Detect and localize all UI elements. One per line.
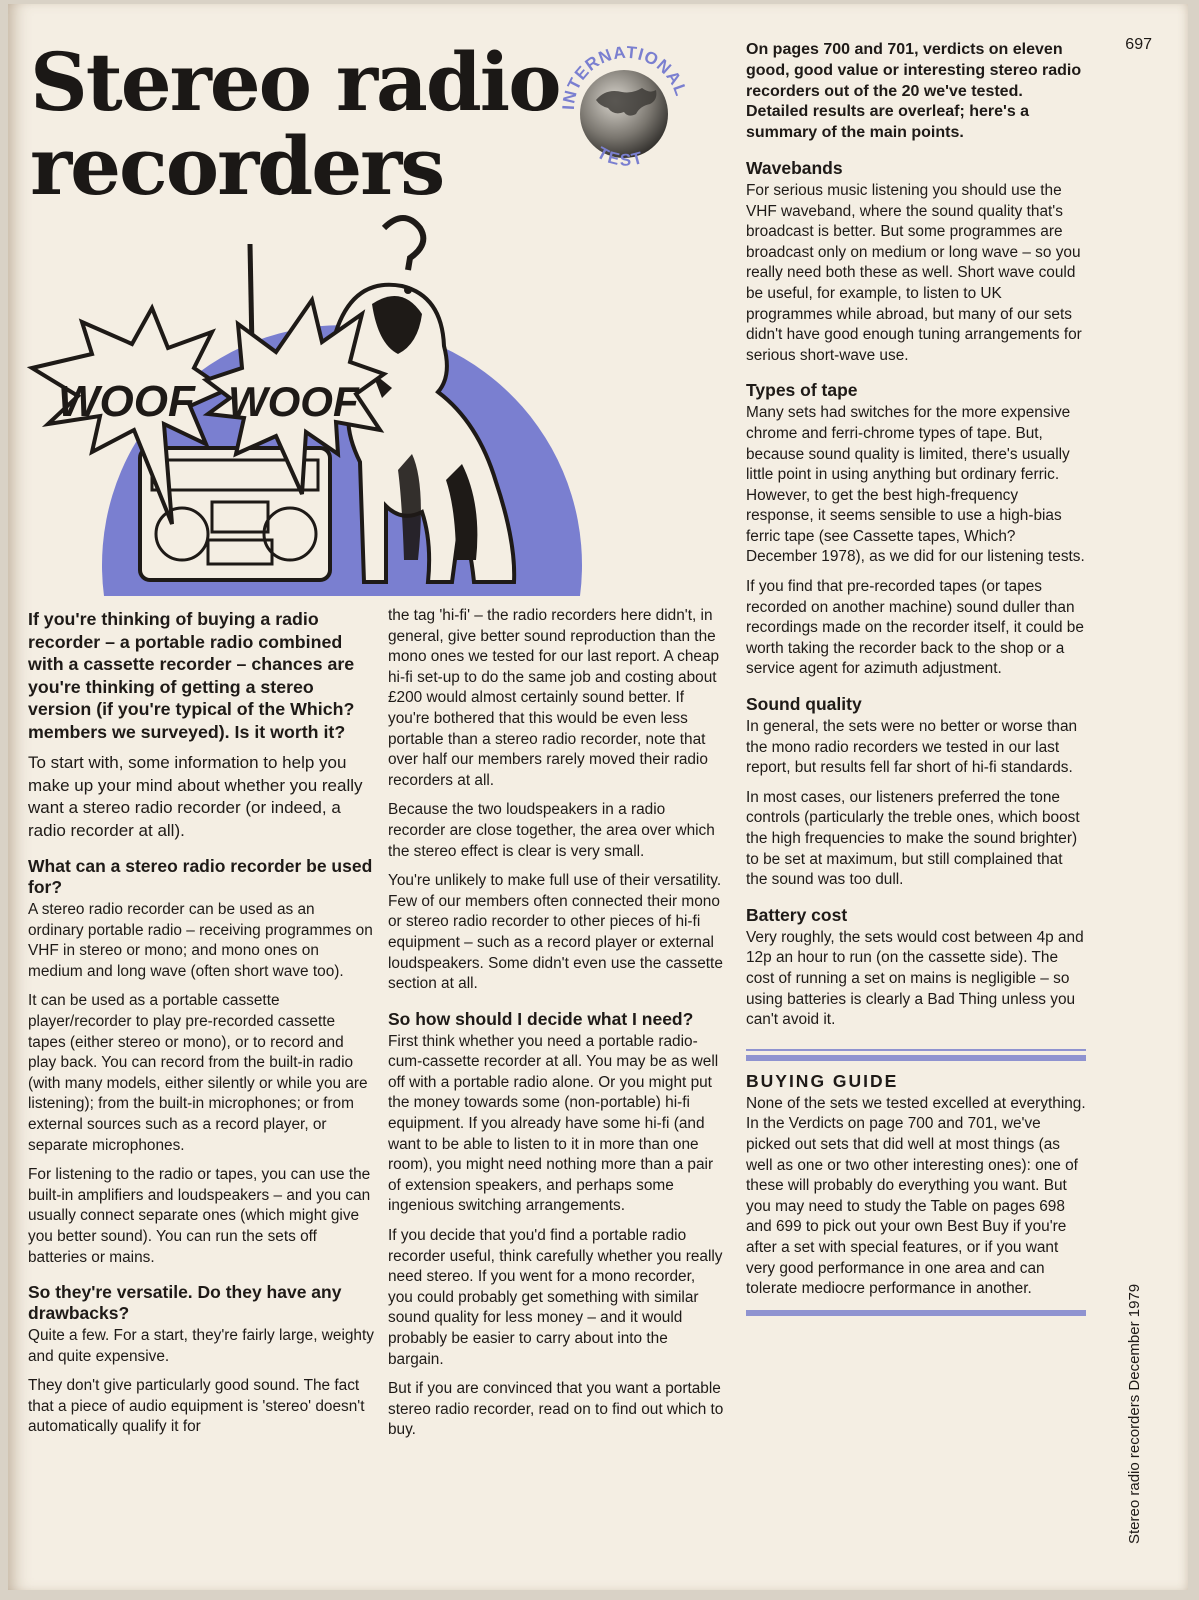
heading-tape-types: Types of tape: [746, 380, 858, 401]
divider: [746, 1049, 1086, 1061]
page-title: [30, 35, 590, 213]
paragraph: In general, the sets were no better or worse than the mono radio recorders we tested in our last report, but results fell far short of hi-fi standards.: [746, 718, 1078, 777]
paragraph: In most cases, our listeners preferred the tone controls (particularly the treble ones, which boost the high frequencies to make the sound brighter) to be set at maximum, but still complained that the sound was too dull.: [746, 788, 1080, 889]
heading-drawbacks: So they're versatile. Do they have any drawbacks?: [28, 1282, 342, 1324]
paragraph: You're unlikely to make full use of their versatility. Few of our members often connected their mono or stereo radio recorder to other pieces of hi-fi equipment – such as a record player or external loudspeakers. Some didn't even use the cassette section at all.: [388, 872, 723, 993]
buying-guide-heading: BUYING GUIDE: [746, 1070, 899, 1091]
buying-guide-text: None of the sets we tested excelled at everything. In the Verdicts on page 700 and 701, we've picked out sets that did well at most things (as well as one or two other interesting ones): one of these will probably do everything you want. But you may need to study the Table on pages 698 and 699 to pick out your own Best Buy if you're after a set with special features, or if you want very good performance in one area and can tolerate mediocre performance in another.: [746, 1094, 1086, 1298]
dog-radio-illustration: [22, 204, 622, 604]
title-line-1: Stereo radio: [30, 35, 560, 129]
heading-battery-cost: Battery cost: [746, 904, 848, 925]
logo-top-text: INTERNATIONAL: [558, 42, 691, 111]
paragraph: It can be used as a portable cassette player/recorder to play pre-recorded cassette tapes (either stereo or mono), or to record and play back. You can record from the built-in radio (with many models, either silently or while you are listening); from the built-in microphones; or from external sources such as a record player, or separate microphones.: [28, 992, 368, 1154]
paragraph: If you find that pre-recorded tapes (or tapes recorded on another machine) sound duller than recordings made on the recorder itself, it could be worth taking the recorder back to the shop or a service agent for azimuth adjustment.: [746, 578, 1084, 678]
paragraph: Because the two loudspeakers in a radio recorder are close together, the area over which the stereo effect is clear is very small.: [388, 801, 715, 860]
woof-text-right: WOOF: [228, 378, 359, 425]
side-caption: Stereo radio recorders December 1979: [1126, 1283, 1143, 1544]
buying-guide-box: [746, 1049, 1086, 1316]
paragraph: Quite a few. For a start, they're fairly large, weighty and quite expensive.: [28, 1327, 374, 1365]
paragraph: For listening to the radio or tapes, you can use the built-in amplifiers and loudspeakers – and you can usually connect separate ones (which might give you better sound). You can run the sets off batteries or mains.: [28, 1166, 371, 1266]
woof-text-left: WOOF: [58, 377, 195, 426]
paragraph: the tag 'hi-fi' – the radio recorders here didn't, in general, give better sound reproduction than the mono ones we tested for our last report. A cheap hi-fi set-up to do the same job and costing about £200 would almost certainly sound better. If you're bothered that this would be even less portable than a stereo radio recorder, note that over half our members rarely moved their radio recorders at all.: [388, 607, 720, 789]
heading-wavebands: Wavebands: [746, 157, 843, 178]
paragraph: They don't give particularly good sound. The fact that a piece of audio equipment is 'stereo' doesn't automatically qualify it for: [28, 1377, 365, 1436]
question-mark: ?: [377, 254, 378, 255]
title-line-2: recorders: [30, 119, 444, 213]
international-test-logo: [556, 38, 696, 178]
heading-uses: What can a stereo radio recorder be used for?: [28, 856, 373, 897]
column-1: [28, 608, 374, 1447]
column-2: [388, 606, 724, 1450]
intro-paragraph: To start with, some information to help you make up your mind about whether you really want a stereo radio recorder (or indeed, a radio recorder at all).: [28, 753, 363, 840]
globe-icon: [580, 70, 668, 158]
heading-sound-quality: Sound quality: [746, 694, 862, 715]
paragraph: A stereo radio recorder can be used as an ordinary portable radio – receiving programmes on VHF in stereo or mono; and mono ones on medium and long wave (often short wave too).: [28, 901, 373, 980]
heading-decide: So how should I decide what I need?: [388, 1008, 694, 1029]
summary-intro: On pages 700 and 701, verdicts on eleven good, good value or interesting stereo radio recorders out of the 20 we've tested. Detailed results are overleaf; here's a summary of the main points.: [746, 41, 1082, 142]
paragraph: For serious music listening you should use the VHF waveband, where the sound quality that's broadcast is better. But some programmes are broadcast only on medium or long wave – so you really need both these as well. Short wave could be useful, for example, to listen to UK programmes while abroad, but many of our sets didn't have good enough tuning arrangements for serious short-wave use.: [746, 181, 1082, 364]
divider: [746, 1310, 1086, 1316]
logo-bottom-text: TEST: [593, 143, 647, 170]
paragraph: Very roughly, the sets would cost between 4p and 12p an hour to run (on the cassette side). The cost of running a set on mains is negligible – so using batteries is clearly a Bad Thing unless you can't avoid it.: [746, 928, 1084, 1029]
lead-paragraph: If you're thinking of buying a radio recorder – a portable radio combined with a cassette recorder – chances are you're thinking of getting a stereo version (if you're typical of the Which? members we surveyed). Is it worth it?: [28, 609, 355, 742]
paragraph: First think whether you need a portable radio-cum-cassette recorder at all. You may be as well off with a portable radio alone. Or you might put the money towards some (non-portable) hi-fi equipment. If you already have some hi-fi (and want to be able to listen to it in more than one room), you might need nothing more than a pair of extension speakers, and perhaps some ingenious switching arrangements.: [388, 1032, 719, 1215]
paragraph: But if you are convinced that you want a portable stereo radio recorder, read on to find out which to buy.: [388, 1380, 724, 1439]
page-number: 697: [1125, 36, 1152, 53]
paragraph: Many sets had switches for the more expensive chrome and ferri-chrome types of tape. But, because sound quality is limited, there's usually little point in using anything but ordinary ferric. However, to get the best high-frequency response, it seems sensible to use a high-bias ferric tape (see Cassette tapes, Which? December 1978), as we did for our listening tests.: [746, 404, 1085, 566]
paragraph: If you decide that you'd find a portable radio recorder useful, think carefully whether you really need stereo. If you went for a mono recorder, you could probably get something with similar sound quality for less money – and it would probably be easier to carry about into the bargain.: [388, 1227, 723, 1368]
magazine-page: [8, 4, 1188, 1590]
column-3: [746, 40, 1086, 1318]
